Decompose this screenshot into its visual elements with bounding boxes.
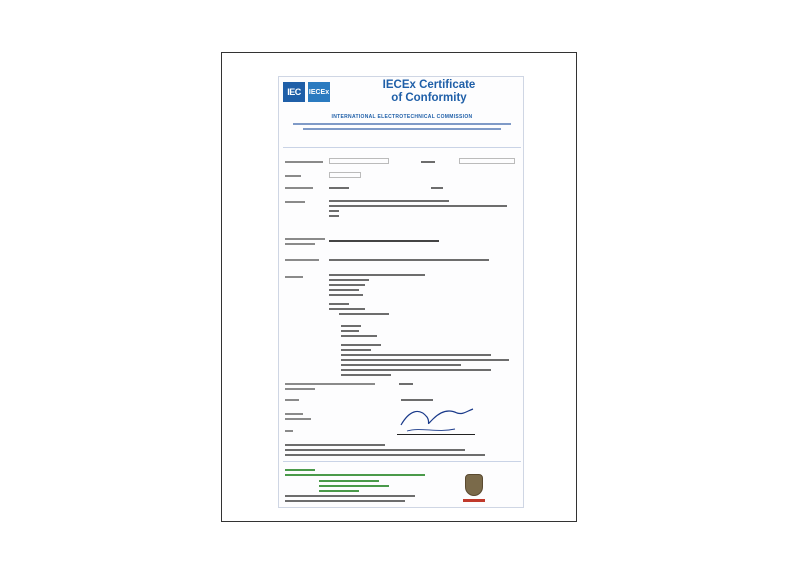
footer-line (285, 500, 405, 502)
field-label-date (285, 187, 313, 189)
field-label-approved (285, 383, 375, 385)
equipment-line (329, 240, 439, 242)
issue-number-box (459, 158, 515, 164)
iecex-logo: IECEx (308, 82, 330, 102)
marking-line (341, 344, 381, 346)
signature-line (397, 434, 475, 435)
certificate-page (278, 76, 524, 508)
field-value (431, 187, 443, 189)
field-label-date-signed (285, 430, 293, 432)
organization-name: INTERNATIONAL ELECTROTECHNICAL COMMISSION (331, 114, 473, 120)
marking-line (329, 274, 425, 276)
marking-line (329, 284, 365, 286)
field-label-status (285, 175, 301, 177)
applicant-line (329, 215, 339, 217)
marking-line (341, 364, 461, 366)
marking-line (341, 374, 391, 376)
field-label-signature (285, 418, 311, 420)
field-label-applicant (285, 201, 305, 203)
marking-line (329, 308, 365, 310)
marking-line (329, 294, 363, 296)
footer-line (285, 474, 425, 476)
certificate-number-box (329, 158, 389, 164)
field-label-approved (285, 388, 315, 390)
marking-line (341, 354, 491, 356)
signature-mark (397, 403, 477, 437)
applicant-line (329, 205, 507, 207)
footer-line (319, 480, 379, 482)
applicant-line (329, 210, 339, 212)
marking-line (341, 325, 361, 327)
marking-line (341, 359, 509, 361)
title-line-1: IECEx Certificate (382, 79, 476, 91)
field-label-equipment (285, 238, 325, 240)
organization-subline (293, 123, 511, 125)
header-divider (283, 147, 521, 148)
field-label-position (285, 399, 299, 401)
title-line-2: of Conformity (391, 92, 467, 104)
organization-subline (303, 128, 501, 130)
footer-line (319, 485, 389, 487)
footer-divider (283, 461, 521, 462)
note-line (285, 454, 485, 456)
note-line (285, 444, 385, 446)
marking-line (329, 279, 369, 281)
note-line (285, 449, 465, 451)
certifier-crest-banner (463, 499, 485, 502)
marking-line (341, 330, 359, 332)
protection-line (329, 259, 489, 261)
field-value (421, 161, 435, 163)
marking-line (341, 335, 377, 337)
footer-line (285, 495, 415, 497)
marking-line (329, 303, 349, 305)
iec-logo: IEC (283, 82, 305, 102)
position-value (401, 399, 433, 401)
footer-line (285, 469, 315, 471)
field-label-signature (285, 413, 303, 415)
certifier-crest-icon (465, 474, 483, 496)
marking-line (341, 369, 491, 371)
field-label-certificate-no (285, 161, 323, 163)
applicant-line (329, 200, 449, 202)
status-box (329, 172, 361, 178)
field-label-marking (285, 276, 303, 278)
field-label-protection (285, 259, 319, 261)
approved-value (399, 383, 413, 385)
marking-line (339, 313, 389, 315)
footer-line (319, 490, 359, 492)
field-label-equipment (285, 243, 315, 245)
field-value (329, 187, 349, 189)
marking-line (329, 289, 359, 291)
marking-line (341, 349, 371, 351)
certificate-title (339, 79, 519, 105)
